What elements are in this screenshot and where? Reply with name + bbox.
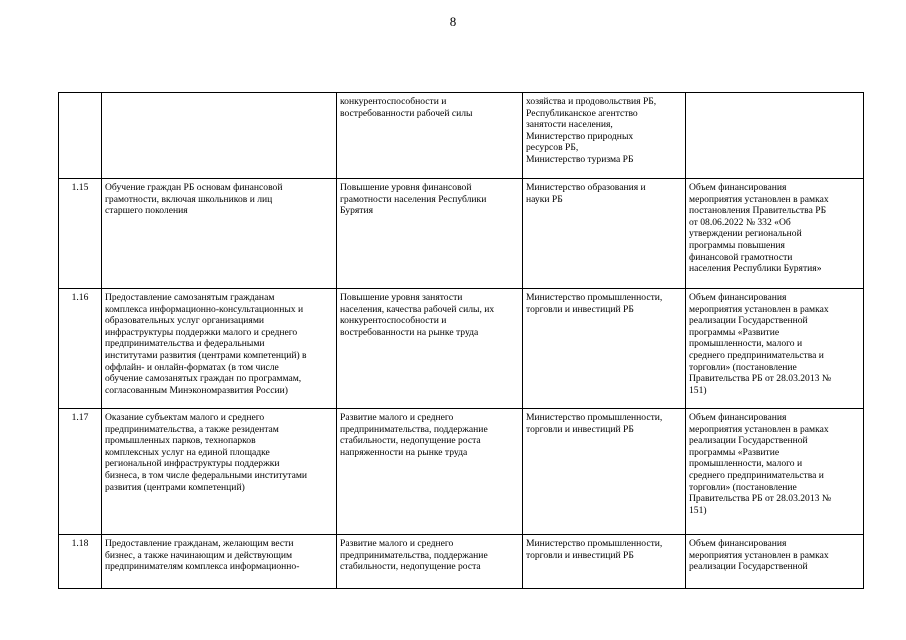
table-row	[59, 289, 864, 409]
row-number: 1.18	[59, 535, 102, 589]
page-number: 8	[449, 14, 457, 29]
text-line: торговли и инвестиций РБ	[526, 423, 634, 435]
text-line: комплекса информационно-консультационных и	[105, 303, 304, 315]
financing-cell	[686, 409, 864, 535]
text-line: старшего поколения	[105, 205, 188, 217]
responsible-cell	[523, 409, 686, 535]
text-line: предпринимательства и федеральными	[105, 338, 265, 350]
text-line: Объем финансирования	[689, 182, 787, 193]
text-line: реализации Государственной	[689, 561, 808, 573]
text-line: Объем финансирования	[689, 412, 787, 423]
responsible-cell	[523, 289, 686, 409]
text-line: промышленности, малого и	[689, 338, 803, 350]
expected-result-cell	[337, 179, 523, 289]
responsible-cell	[523, 179, 686, 289]
text-line: обучение самозанятых граждан по программам,	[105, 373, 302, 385]
financing-cell	[686, 535, 864, 589]
text-line: реализации Государственной	[689, 315, 808, 327]
text-line: Правительства РБ от 28.03.2013 №	[689, 373, 831, 385]
text-line: Министерство туризма РБ	[526, 153, 634, 165]
text-line: финансовой грамотности	[689, 251, 793, 263]
row-number: 1.16	[59, 289, 102, 409]
measures-table	[58, 92, 864, 589]
table-row	[59, 93, 864, 179]
text-line: программы повышения	[689, 239, 785, 251]
expected-result-cell	[337, 93, 523, 179]
text-line: Предоставление гражданам, желающим вести	[105, 538, 294, 549]
text-line: среднего предпринимательства и	[689, 349, 824, 361]
text-line: постановления Правительства РБ	[689, 205, 827, 217]
text-line: промышленных парков, технопарков	[105, 435, 256, 447]
table-row	[59, 409, 864, 535]
text-line: востребованности на рынке труда	[340, 326, 479, 338]
text-line: предпринимателям комплекса информационно-	[105, 561, 300, 573]
text-line: региональной инфраструктуры поддержки	[105, 458, 280, 470]
event-cell	[102, 289, 337, 409]
text-line: хозяйства и продовольствия РБ,	[526, 96, 657, 107]
text-line: торговли и инвестиций РБ	[526, 549, 634, 561]
text-line: Повышение уровня финансовой	[340, 182, 472, 193]
text-line: Обучение граждан РБ основам финансовой	[105, 182, 283, 193]
text-line: инфраструктуры поддержки малого и среднего	[105, 326, 298, 338]
text-line: Министерство промышленности,	[526, 412, 663, 423]
text-line: грамотности, включая школьников и лиц	[105, 193, 273, 205]
row-number: 1.17	[59, 409, 102, 535]
row-number: 1.15	[59, 179, 102, 289]
text-line: Министерство образования и	[526, 182, 646, 193]
text-line: Республиканское агентство	[526, 107, 638, 119]
text-line: востребованности рабочей силы	[340, 107, 473, 119]
text-line: торговли» (постановление	[689, 481, 797, 493]
financing-cell	[686, 93, 864, 179]
text-line: Министерство промышленности,	[526, 538, 663, 549]
text-line: мероприятия установлен в рамках	[689, 193, 829, 205]
text-line: конкурентоспособности и	[340, 315, 447, 327]
responsible-cell	[523, 535, 686, 589]
text-line: Развитие малого и среднего	[340, 412, 454, 423]
text-line: бизнес, а также начинающим и действующим	[105, 549, 293, 561]
text-line: Министерство промышленности,	[526, 292, 663, 303]
text-line: бизнеса, в том числе федеральными институтами	[105, 469, 308, 481]
text-line: комплексных услуг на единой площадке	[105, 446, 270, 458]
text-line: предпринимательства, поддержание	[340, 549, 488, 561]
text-line: стабильности, недопущение роста	[340, 561, 481, 573]
text-line: согласованным Минэкономразвития России)	[105, 384, 288, 396]
text-line: оффлайн- и онлайн-форматах (в том числе	[105, 361, 279, 373]
text-line: Предоставление самозанятым гражданам	[105, 292, 275, 303]
financing-cell	[686, 179, 864, 289]
text-line: стабильности, недопущение роста	[340, 435, 481, 447]
text-line: утверждении региональной	[689, 228, 802, 240]
text-line: предпринимательства, поддержание	[340, 423, 488, 435]
event-cell	[102, 535, 337, 589]
text-line: институтами развития (центрами компетенций) в	[105, 349, 307, 361]
text-line: образовательных услуг организациями	[105, 315, 265, 327]
text-line: Министерство природных	[526, 130, 634, 142]
text-line: ресурсов РБ,	[526, 142, 579, 154]
text-line: грамотности населения Республики	[340, 193, 487, 205]
text-line: занятости населения,	[526, 119, 613, 131]
text-line: 151)	[689, 504, 707, 516]
text-line: среднего предпринимательства и	[689, 469, 824, 481]
text-line: науки РБ	[526, 193, 563, 205]
row-number	[59, 93, 102, 179]
text-line: населения Республики Бурятия»	[689, 263, 822, 275]
text-line: реализации Государственной	[689, 435, 808, 447]
expected-result-cell	[337, 409, 523, 535]
text-line: конкурентоспособности и	[340, 96, 447, 107]
event-cell	[102, 179, 337, 289]
responsible-cell	[523, 93, 686, 179]
text-line: программы «Развитие	[689, 446, 780, 458]
expected-result-cell	[337, 289, 523, 409]
text-line: Развитие малого и среднего	[340, 538, 454, 549]
text-line: Правительства РБ от 28.03.2013 №	[689, 493, 831, 505]
text-line: населения, качества рабочей силы, их	[340, 303, 495, 315]
text-line: мероприятия установлен в рамках	[689, 549, 829, 561]
text-line: Оказание субъектам малого и среднего	[105, 412, 265, 423]
text-line: напряженности на рынке труда	[340, 446, 468, 458]
text-line: Повышение уровня занятости	[340, 292, 463, 303]
expected-result-cell	[337, 535, 523, 589]
text-line: торговли и инвестиций РБ	[526, 303, 634, 315]
financing-cell	[686, 289, 864, 409]
text-line: мероприятия установлен в рамках	[689, 303, 829, 315]
table-row	[59, 179, 864, 289]
text-line: от 08.06.2022 № 332 «Об	[689, 216, 791, 228]
text-line: мероприятия установлен в рамках	[689, 423, 829, 435]
event-cell	[102, 409, 337, 535]
text-line: предпринимательства, а также резидентам	[105, 423, 279, 435]
text-line: Объем финансирования	[689, 538, 787, 549]
event-cell	[102, 93, 337, 179]
text-line: программы «Развитие	[689, 326, 780, 338]
text-line: развития (центрами компетенций)	[105, 481, 245, 493]
text-line: 151)	[689, 384, 707, 396]
text-line: Объем финансирования	[689, 292, 787, 303]
text-line: торговли» (постановление	[689, 361, 797, 373]
table-row	[59, 535, 864, 589]
text-line: промышленности, малого и	[689, 458, 803, 470]
text-line: Бурятия	[340, 205, 374, 217]
